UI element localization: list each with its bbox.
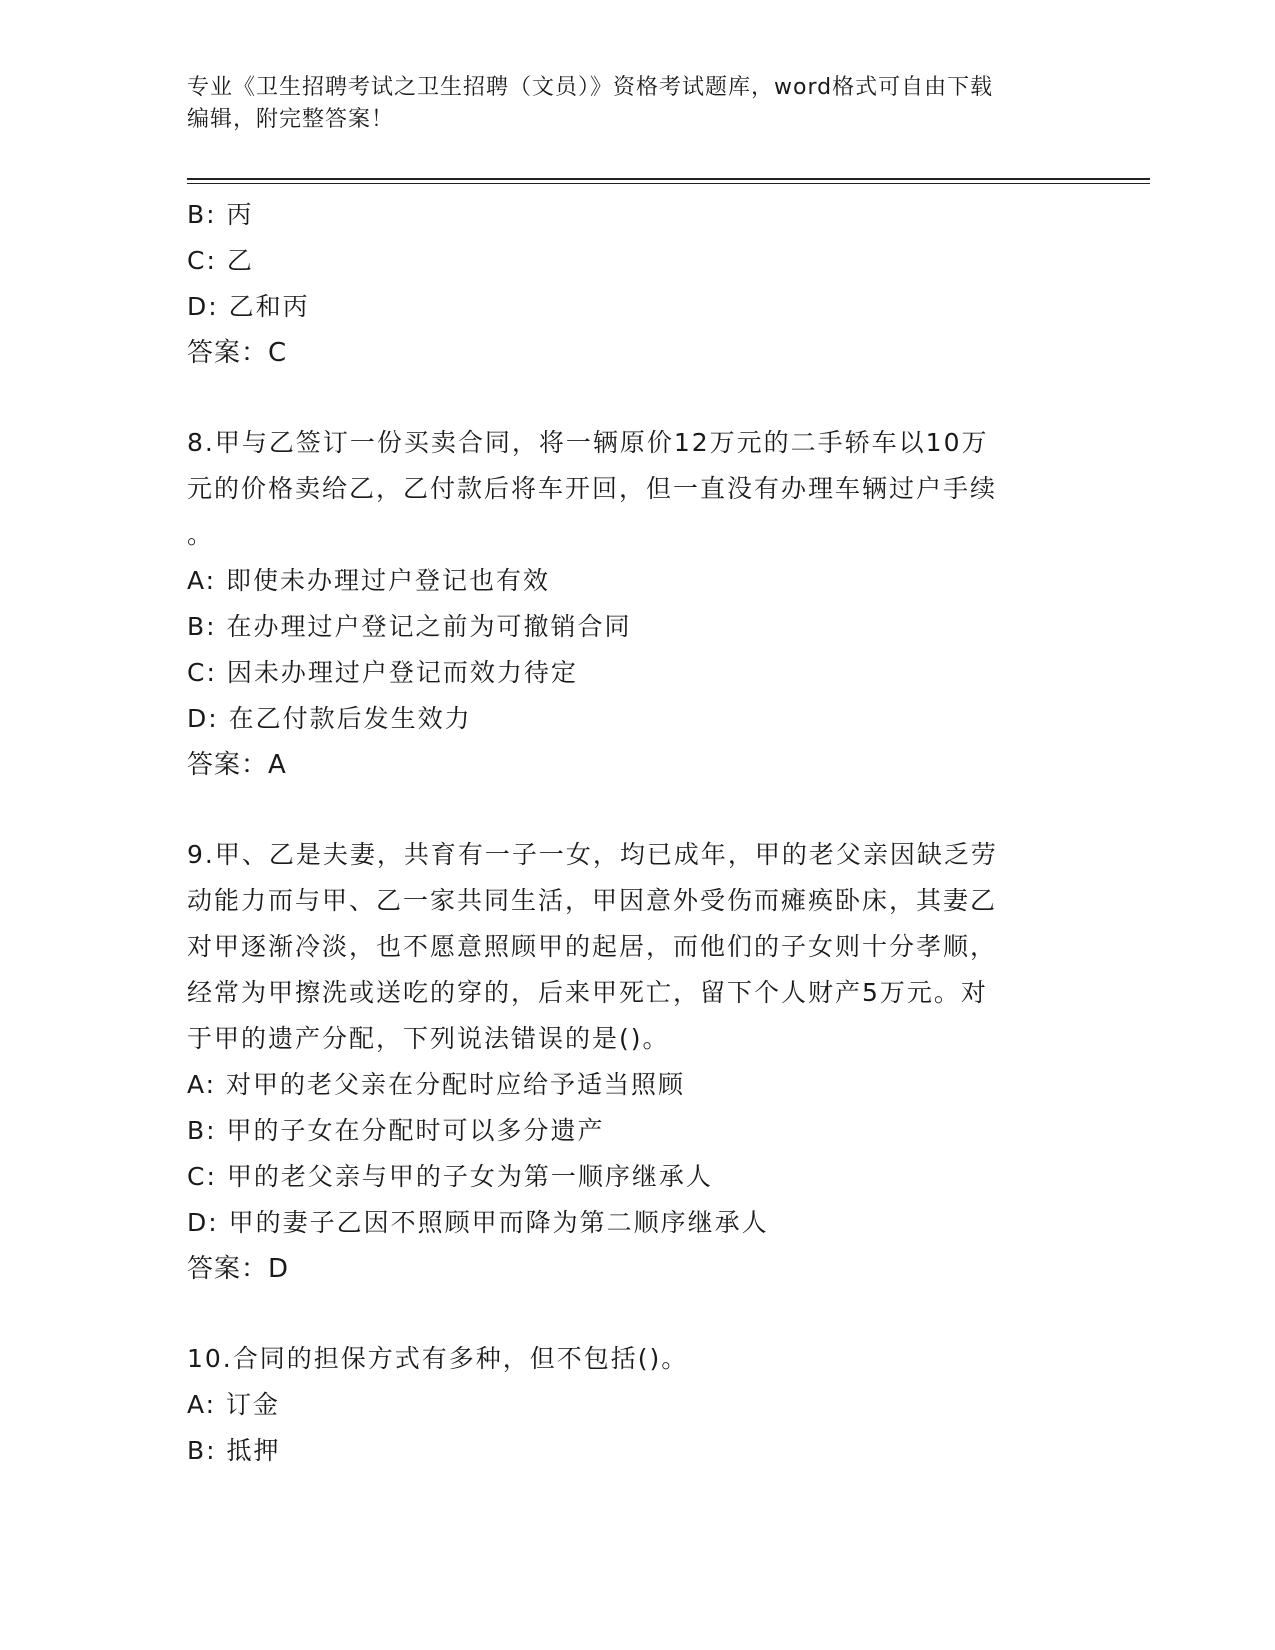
- spacer: [187, 788, 1067, 832]
- question-stem-line: 8.甲与乙签订一份买卖合同，将一辆原价12万元的二手轿车以10万: [187, 428, 989, 457]
- question-10: [187, 1336, 1067, 1474]
- header-line-2: 编辑，附完整答案！: [187, 107, 395, 132]
- option-a: A: 对甲的老父亲在分配时应给予适当照顾: [187, 1070, 686, 1099]
- option-d: D: 乙和丙: [187, 292, 310, 321]
- header-rule-thick: [187, 178, 1150, 180]
- option-d: D: 在乙付款后发生效力: [187, 704, 472, 733]
- question-stem-line: 动能力而与甲、乙一家共同生活，甲因意外受伤而瘫痪卧床，其妻乙: [187, 886, 998, 915]
- option-b: B: 在办理过户登记之前为可撤销合同: [187, 612, 632, 641]
- question-stem-line: 。: [187, 520, 215, 549]
- question-9: [187, 832, 1067, 1292]
- header-rule-thin: [187, 183, 1150, 184]
- option-a: A: 订金: [187, 1390, 281, 1419]
- question-stem-line: 9.甲、乙是夫妻，共育有一子一女，均已成年，甲的老父亲因缺乏劳: [187, 840, 998, 869]
- header-line-1: 专业《卫生招聘考试之卫生招聘（文员）》资格考试题库，word格式可自由下载: [187, 75, 994, 100]
- option-a: A: 即使未办理过户登记也有效: [187, 566, 551, 595]
- question-content: [187, 192, 1067, 1474]
- question-stem-line: 对甲逐渐冷淡，也不愿意照顾甲的起居，而他们的子女则十分孝顺，: [187, 932, 998, 961]
- question-stem-line: 经常为甲擦洗或送吃的穿的，后来甲死亡，留下个人财产5万元。对: [187, 978, 988, 1007]
- answer-line: 答案：C: [187, 338, 288, 368]
- spacer: [187, 1292, 1067, 1336]
- option-b: B: 丙: [187, 200, 254, 229]
- question-stem-line: 元的价格卖给乙，乙付款后将车开回，但一直没有办理车辆过户手续: [187, 474, 998, 503]
- option-b: B: 抵押: [187, 1436, 281, 1465]
- answer-line: 答案：D: [187, 1254, 290, 1284]
- option-c: C: 甲的老父亲与甲的子女为第一顺序继承人: [187, 1162, 713, 1191]
- question-stem-line: 10.合同的担保方式有多种，但不包括()。: [187, 1344, 689, 1373]
- option-b: B: 甲的子女在分配时可以多分遗产: [187, 1116, 605, 1145]
- document-header: [187, 72, 1087, 136]
- question-7: [187, 192, 1067, 376]
- question-8: [187, 420, 1067, 788]
- answer-line: 答案：A: [187, 750, 287, 780]
- option-c: C: 因未办理过户登记而效力待定: [187, 658, 578, 687]
- option-d: D: 甲的妻子乙因不照顾甲而降为第二顺序继承人: [187, 1208, 769, 1237]
- option-c: C: 乙: [187, 246, 254, 275]
- spacer: [187, 376, 1067, 420]
- question-stem-line: 于甲的遗产分配，下列说法错误的是()。: [187, 1024, 670, 1053]
